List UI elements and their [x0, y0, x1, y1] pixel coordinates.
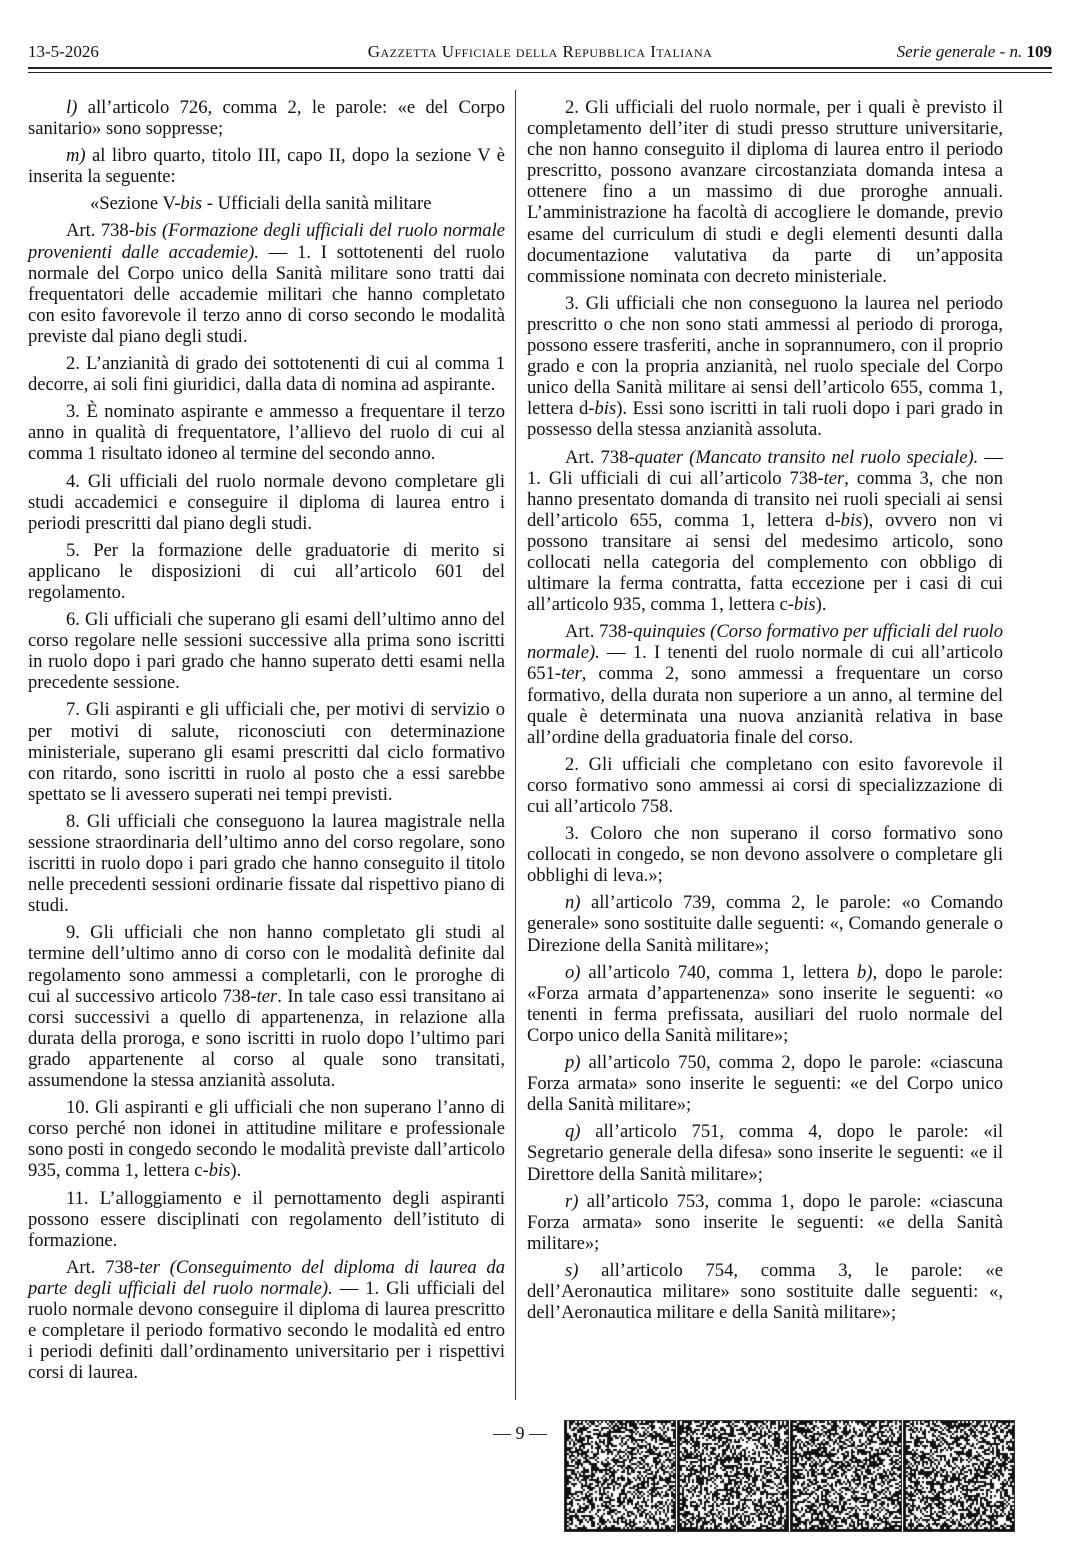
paragraph: 2. L’anzianità di grado dei sottotenenti di cui al comma 1 decorre, ai soli fini giuridici, dalla data di nomina ad aspirante.	[28, 353, 505, 396]
paragraph: m) al libro quarto, titolo III, capo II, dopo la sezione V è inserita la seguente:	[28, 145, 505, 188]
paragraph: 5. Per la formazione delle graduatorie di merito si applicano le disposizioni di cui all’articolo 601 del regolamento.	[28, 539, 505, 603]
section-heading: «Sezione V-bis - Ufficiali della sanità militare	[90, 193, 432, 215]
series-number	[897, 42, 1052, 62]
paragraph: 11. L’alloggiamento e il pernottamento degli aspiranti possono essere disciplinati con regolamento dell’istituto di formazione.	[28, 1187, 505, 1251]
datamatrix-code	[677, 1420, 789, 1532]
datamatrix-code	[903, 1420, 1015, 1532]
paragraph: 3. È nominato aspirante e ammesso a frequentare il terzo anno in qualità di frequentatore, l’allievo del ruolo di cui al comma 1 risultato idoneo al termine del secondo anno.	[28, 401, 505, 465]
paragraph: 8. Gli ufficiali che conseguono la laurea magistrale nella sessione straordinaria dell’ultimo anno del corso regolare, sono iscritti in ruolo dopo i pari grado che hanno conseguito il titolo nelle precedenti sessioni ordinarie fissate dal rispettivo piano di studi.	[28, 810, 505, 917]
article-738-quinquies: Art. 738-quinquies (Corso formativo per ufficiali del ruolo normale). — 1. I tenenti del ruolo normale di cui all’articolo 651-ter, comma 2, sono ammessi a frequentare un corso formativo, della durata non superiore a un anno, al termine del quale è determinata una nuova anzianità relativa in base all’ordine della graduatoria finale del corso.	[527, 621, 1003, 748]
gazette-title: Gazzetta Ufficiale della Repubblica Italiana	[367, 42, 713, 61]
article-738-bis: Art. 738-bis (Formazione degli ufficiali del ruolo normale provenienti dalle accademie). — 1. I sottotenenti del ruolo normale del Corpo unico della Sanità militare sono tratti dai frequentatori delle accademie militari che hanno completato con esito favorevole il terzo anno di corso secondo le modalità previste dal piano degli studi.	[28, 220, 505, 347]
datamatrix-code	[564, 1420, 676, 1532]
datamatrix-code	[790, 1420, 902, 1532]
paragraph: 2. Gli ufficiali che completano con esito favorevole il corso formativo sono ammessi ai corsi di specializzazione di cui all’articolo 758.	[527, 753, 1003, 817]
paragraph: s) all’articolo 754, comma 3, le parole: «e dell’Aeronautica militare» sono sostituite dalle seguenti: «, dell’Aeronautica militare e della Sanità militare»;	[527, 1259, 1003, 1324]
paragraph: 6. Gli ufficiali che superano gli esami dell’ultimo anno del corso regolare nelle sessioni successive alla prima sono iscritti in ruolo dopo i pari grado che hanno superato detti esami nella precedente sessione.	[28, 609, 505, 694]
paragraph: 3. Gli ufficiali che non conseguono la laurea nel periodo prescritto o che non sono stati ammessi al periodo di proroga, possono essere trasferiti, anche in soprannumero, con il proprio grado e con la propria anzianità, nel ruolo speciale del Corpo unico della Sanità militare ai sensi dell’articolo 655, comma 1, lettera d-bis). Essi sono iscritti in tali ruoli dopo i pari grado in possesso della stessa anzianità assoluta.	[527, 292, 1003, 441]
page-number: — 9 —	[493, 1423, 547, 1443]
page-header	[28, 42, 1052, 66]
series-label: Serie generale - n.	[896, 42, 1023, 61]
header-rule	[28, 67, 1052, 69]
article-738-quater: Art. 738-quater (Mancato transito nel ruolo speciale). — 1. Gli ufficiali di cui all’articolo 738-ter, comma 3, che non hanno presentato domanda di transito nei ruoli speciali ai sensi dell’articolo 655, comma 1, lettera d-bis), ovvero non vi possono transitare ai sensi del medesimo articolo, sono collocati nella categoria del complemento con obbligo di ultimare la ferma contratta, fatta eccezione per i casi di cui all’articolo 935, comma 1, lettera c-bis).	[527, 446, 1004, 616]
paragraph: 7. Gli aspiranti e gli ufficiali che, per motivi di servizio o per motivi di salute, riconosciuti con determinazione ministeriale, superano gli esami prescritti dal ciclo formativo con ritardo, sono iscritti in ruolo al posto che a essi sarebbe spettato se li avessero superati nei tempi previsti.	[28, 699, 505, 805]
paragraph: r) all’articolo 753, comma 1, dopo le parole: «ciascuna Forza armata» sono inserite le seguenti: «e della Sanità militare»;	[527, 1190, 1003, 1254]
column-divider	[515, 90, 516, 1400]
article-738-ter: Art. 738-ter (Conseguimento del diploma di laurea da parte degli ufficiali del ruolo normale). — 1. Gli ufficiali del ruolo normale devono conseguire il diploma di laurea prescritto e completare il periodo formativo secondo le modalità ed entro i periodi definiti dall’ordinamento universitario per i rispettivi corsi di laurea.	[28, 1256, 506, 1384]
right-column	[527, 97, 1003, 1329]
header-rule-thin	[28, 72, 1052, 73]
issue-date: 13-5-2026	[28, 42, 99, 61]
paragraph: 2. Gli ufficiali del ruolo normale, per i quali è previsto il completamento dell’iter di studi presso strutture universitarie, che non hanno conseguito il diploma di laurea entro il periodo prescritto, possono avanzare circostanziata domanda intesa a ottenere fino a un massimo di due proroghe annuali. L’amministrazione ha facoltà di accogliere le domande, previo esame del curriculum di studi e degli elementi desunti dalla documentazione valutativa da parte di un’apposita commissione nominata con decreto ministeriale.	[527, 97, 1003, 287]
paragraph: l) all’articolo 726, comma 2, le parole: «e del Corpo sanitario» sono soppresse;	[28, 97, 505, 140]
paragraph: n) all’articolo 739, comma 2, le parole: «o Comando generale» sono sostituite dalle seguenti: «, Comando generale o Direzione della Sanità militare»;	[527, 892, 1003, 956]
paragraph: 3. Coloro che non superano il corso formativo sono collocati in congedo, se non devono assolvere o completare gli obblighi di leva.»;	[527, 823, 1003, 887]
issue-number: 109	[1026, 42, 1052, 61]
paragraph: p) all’articolo 750, comma 2, dopo le parole: «ciascuna Forza armata» sono inserite le seguenti: «e del Corpo unico della Sanità militare»;	[527, 1052, 1003, 1116]
paragraph: q) all’articolo 751, comma 4, dopo le parole: «il Segretario generale della difesa» sono inserite le seguenti: «e il Direttore della Sanità militare»;	[527, 1121, 1003, 1185]
paragraph: o) all’articolo 740, comma 1, lettera b), dopo le parole: «Forza armata d’appartenenza» sono inserite le seguenti: «o tenenti in ferma prefissata, ausiliari del ruolo normale del Corpo unico della Sanità militare»;	[527, 961, 1003, 1046]
paragraph: 10. Gli aspiranti e gli ufficiali che non superano l’anno di corso perché non idonei in attitudine militare e professionale sono posti in congedo secondo le modalità previste dall’articolo 935, comma 1, lettera c-bis).	[28, 1097, 505, 1182]
left-column	[28, 97, 505, 1389]
paragraph: 9. Gli ufficiali che non hanno completato gli studi al termine dell’ultimo anno di corso con le modalità definite dal regolamento sono ammessi a completarli, con le proroghe di cui al successivo articolo 738-ter. In tale caso essi transitano ai corsi successivi a quello di appartenenza, in relazione alla durata della proroga, e sono iscritti in ruolo dopo l’ultimo pari grado appartenente al corso al quale sono transitati, assumendone la stessa anzianità assoluta.	[28, 922, 505, 1092]
paragraph: 4. Gli ufficiali del ruolo normale devono completare gli studi accademici e conseguire il diploma di laurea entro i periodi prescritti dal piano degli studi.	[28, 470, 505, 534]
